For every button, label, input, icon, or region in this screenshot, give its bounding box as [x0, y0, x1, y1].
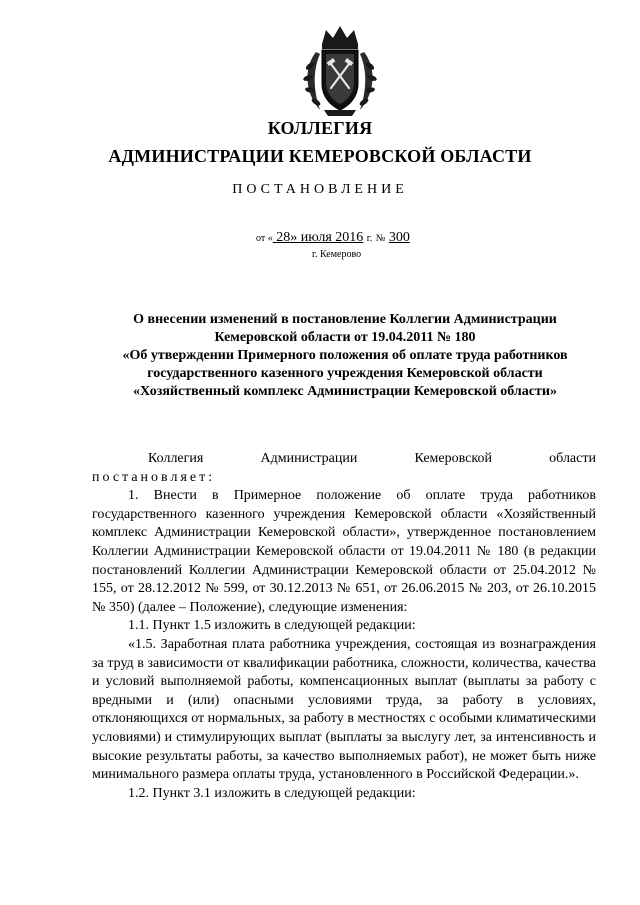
- paragraph-1-5: «1.5. Заработная плата работника учреждения, состоящая из вознаграждения за труд в зависимости от квалификации работника, сложности, количества, качества и условий выполняемой работы, компенсационных выплат (выплаты за работу с вредными и (или) опасными условиями труда, за работу в условиях, отклоняющихся от нормальных, за работу в местностях с особыми климатическими условиями) и стимулирующих выплат (выплаты за выслугу лет, за интенсивность и высокие результаты работы, за качество выполняемых работ), не может быть ниже минимального размера оплаты труда, установленного в Российской Федерации.».: [92, 636, 596, 783]
- coat-of-arms-emblem: [296, 22, 384, 122]
- intro-word: Администрации: [260, 451, 358, 466]
- paragraph-1: 1. Внести в Примерное положение об оплате труда работников государственного казенного учреждения Кемеровской области «Хозяйственный комплекс Администрации Кемеровской области», утвержденное постановлением Коллегии Администрации Кемеровской области от 19.04.2011 № 180 (в редакции постановлений Коллегии Администрации Кемеровской области от 25.04.2012 № 155, от 28.12.2012 № 599, от 30.12.2013 № 651, от 26.06.2015 № 203, от 26.10.2015 № 350) (далее – Положение), следующие изменения:: [92, 488, 596, 615]
- document-city: г. Кемерово: [312, 249, 362, 260]
- subject-line: Кемеровской области от 19.04.2011 № 180: [214, 330, 476, 345]
- org-title-line2: АДМИНИСТРАЦИИ КЕМЕРОВСКОЙ ОБЛАСТИ: [108, 146, 532, 166]
- intro-line: [92, 450, 596, 469]
- paragraph-1-1: 1.1. Пункт 1.5 изложить в следующей редакции:: [128, 618, 416, 634]
- intro-word: области: [549, 451, 596, 466]
- date-day: 28: [276, 230, 291, 245]
- document-date-number: [256, 230, 410, 246]
- date-year-suffix: г.: [366, 233, 373, 244]
- intro-word: Коллегия: [148, 451, 204, 466]
- paragraph-1-2: 1.2. Пункт 3.1 изложить в следующей редакции:: [128, 785, 416, 801]
- subject-line: «Хозяйственный комплекс Администрации Кемеровской области»: [133, 384, 557, 399]
- number-prefix: №: [375, 233, 386, 244]
- subject-line: государственного казенного учреждения Кемеровской области: [147, 366, 543, 381]
- date-prefix: от «: [256, 233, 273, 244]
- document-number: 300: [388, 230, 410, 245]
- subject-line: «Об утверждении Примерного положения об оплате труда работников: [122, 348, 568, 363]
- intro-word: Кемеровской: [414, 451, 492, 466]
- document-type-heading: ПОСТАНОВЛЕНИЕ: [232, 182, 408, 197]
- document-body: [92, 450, 596, 803]
- resolves-text: постановляет:: [92, 469, 216, 485]
- subject-line: О внесении изменений в постановление Коллегии Администрации: [133, 312, 557, 327]
- date-month-year: » июля 2016: [290, 230, 364, 245]
- org-title-line1: КОЛЛЕГИЯ: [267, 118, 373, 138]
- document-subject: [80, 311, 610, 401]
